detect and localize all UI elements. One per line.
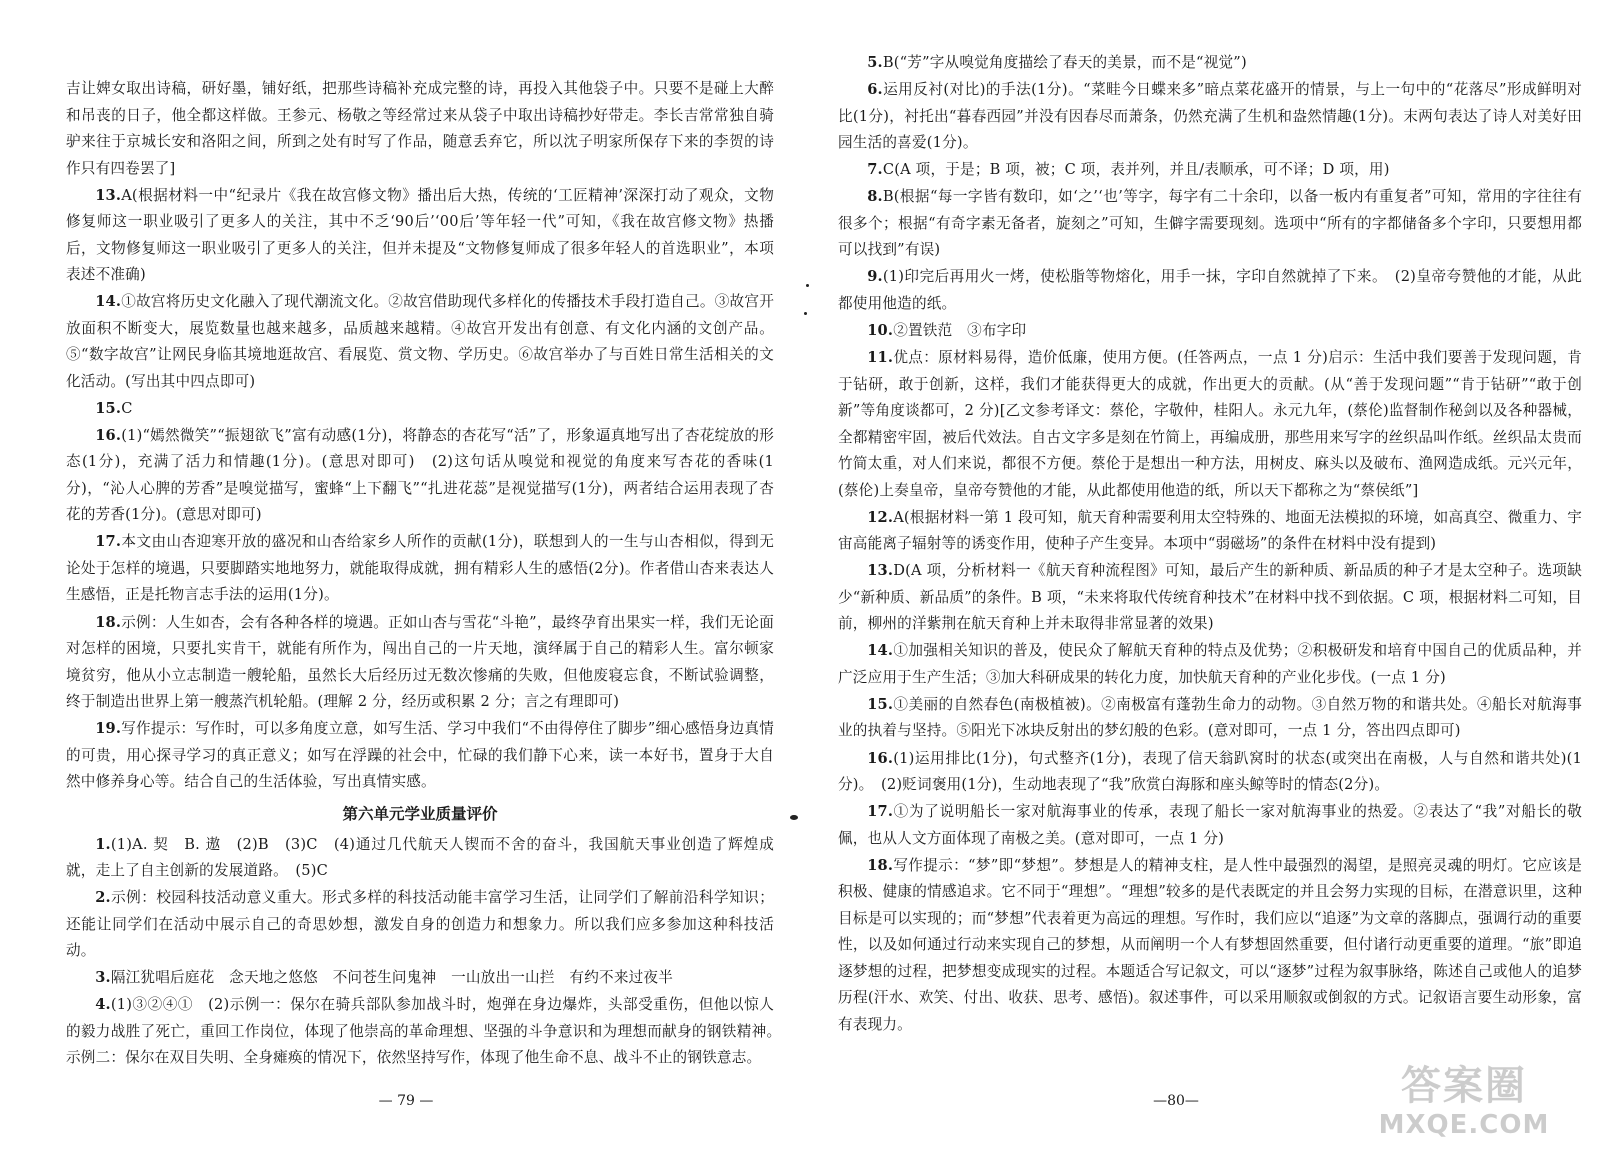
answer-paragraph: [66, 289, 774, 395]
answer-paragraph: [838, 853, 1582, 1039]
question-number: 14.: [867, 642, 894, 660]
question-number: 11.: [867, 349, 894, 367]
answer-text: 吉让婢女取出诗稿，研好墨，铺好纸，把那些诗稿补充成完整的诗，再投入其他袋子中。只要不是碰上大醉和吊丧的日子，他全都这样做。王参元、杨敬之等经常过来从袋子中取出诗稿抄好带走。李长吉常常独自骑驴来往于京城长安和洛阳之间，所到之处有时写了作品，随意丢弃它，所以沈子明家所保存下来的李贺的诗作只有四卷罢了]: [66, 80, 774, 177]
question-number: 7.: [867, 161, 883, 179]
question-number: 17.: [95, 533, 122, 551]
answer-text: ①美丽的自然春色(南极植被)。②南极富有蓬勃生命力的动物。③自然万物的和谐共处。④船长对航海事业的执着与坚持。⑤阳光下冰块反射出的梦幻般的色彩。(意对即可，一点 1 分，答出四点即可): [838, 695, 1582, 740]
answer-paragraph: [838, 318, 1582, 345]
answer-text: B(“芳”字从嗅觉角度描绘了春天的美景，而不是“视觉”): [882, 54, 1247, 71]
watermark-logo: [1364, 1062, 1564, 1148]
answer-paragraph: [838, 50, 1582, 77]
answer-text: 示例：校园科技活动意义重大。形式多样的科技活动能丰富学习生活，让同学们了解前沿科学知识；还能让同学们在活动中展示自己的奇思妙想，激发自身的创造力和想象力。所以我们应多参加这种科技活动。: [66, 889, 774, 960]
scan-speck: [806, 284, 809, 287]
question-number: 9.: [867, 268, 883, 286]
answer-paragraph: [838, 692, 1582, 745]
scan-speck: [804, 312, 807, 315]
right-answers-block: [838, 50, 1582, 1038]
question-number: 16.: [867, 749, 894, 767]
answer-paragraph: [838, 799, 1582, 852]
answer-paragraph: [838, 157, 1582, 184]
answer-text: B(根据“每一字皆有数印，如‘之’‘也’等字，每字有二十余印，以备一板内有重复者”可知，常用的字往往有很多个；根据“有奇字素无备者，旋刻之”可知，生僻字需要现刻。选项中“所有的字都储备多个字印，只要想用都可以找到”有误): [838, 188, 1582, 259]
answer-text: 示例：人生如杏，会有各种各样的境遇。正如山杏与雪花“斗艳”，最终孕育出果实一样，我们无论面对怎样的困境，只要扎实肯干，就能有所作为，闯出自己的一片天地，演绎属于自己的精彩人生。富尔顿家境贫穷，他从小立志制造一艘轮船，虽然长大后经历过无数次惨痛的失败，但他废寝忘食，不断试验调整，终于制造出世界上第一艘蒸汽机轮船。(理解 2 分，经历或积累 2 分；言之有理即可): [66, 613, 774, 711]
answer-text: 优点：原材料易得，造价低廉，使用方便。(任答两点，一点 1 分)启示：生活中我们要善于发现问题，肯于钻研，敢于创新，这样，我们才能获得更大的成就，作出更大的贡献。(从“善于发现问题”“肯于钻研”“敢于创新”等角度谈都可，2 分)[乙文参考译文：蔡伦，字敬仲，桂阳人。永元九年，(蔡伦)监督制作秘剑以及各种器械，全都精密牢固，被后代效法。自古文字多是刻在竹简上，再编成册，那些用来写字的丝织品叫作纸。丝织品太贵而竹简太重，对人们来说，都很不方便。蔡伦于是想出一种方法，用树皮、麻头以及破布、渔网造成纸。元兴元年，(蔡伦)上奏皇帝，皇帝夸赞他的才能，从此都使用他造的纸，所以天下都称之为“蔡侯纸”]: [838, 349, 1582, 499]
scan-speck: [790, 815, 798, 820]
answer-text: 本文由山杏迎寒开放的盛况和山杏给家乡人所作的贡献(1分)，联想到人的一生与山杏相似，得到无论处于怎样的境遇，只要脚踏实地地努力，就能取得成就，拥有精彩人生的感悟(2分)。作者借山杏来表达人生感悟，正是托物言志手法的运用(1分)。: [66, 533, 774, 604]
answer-paragraph: [66, 832, 774, 885]
question-number: 1.: [95, 835, 111, 853]
question-number: 6.: [867, 81, 883, 99]
answer-text: (1)印完后再用火一烤，使松脂等物熔化，用手一抹，字印自然就掉了下来。 (2)皇帝夸赞他的才能，从此都使用他造的纸。: [838, 268, 1582, 312]
answer-text: 隔江犹唱后庭花 念天地之悠悠 不问苍生问鬼神 一山放出一山拦 有约不来过夜半: [110, 969, 673, 987]
answer-text: A(根据材料一中“纪录片《我在故宫修文物》播出后大热，传统的‘工匠精神’深深打动了观众，文物修复师这一职业吸引了更多人的关注，其中不乏‘90后’‘00后’等年轻一代”可知，《我在故宫修文物》热播后，文物修复师这一职业吸引了更多人的关注，但并未提及“文物修复师成了很多年轻人的首选职业”，本项表述不准确): [66, 186, 774, 284]
answer-paragraph: [66, 992, 789, 1072]
answer-paragraph: [838, 184, 1582, 264]
watermark-top: 答案圈: [1401, 1063, 1527, 1109]
question-number: 13.: [95, 186, 122, 204]
question-number: 17.: [867, 803, 894, 821]
answer-paragraph: [838, 638, 1582, 691]
question-number: 4.: [95, 996, 111, 1014]
question-number: 5.: [867, 54, 883, 71]
page-number-right: —80—: [1153, 1093, 1199, 1109]
answer-paragraph: [66, 965, 774, 992]
section-title: 第六单元学业质量评价: [342, 804, 498, 823]
answer-paragraph: [66, 183, 774, 289]
left-answers-block: [66, 76, 774, 796]
question-number: 18.: [867, 856, 894, 874]
answer-text: C(A 项，于是；B 项，被；C 项，表并列，并且/表顺承，可不译；D 项，用): [882, 161, 1390, 179]
answer-text: (1)“嫣然微笑”“振翅欲飞”富有动感(1分)，将静态的杏花写“活”了，形象逼真地写出了杏花绽放的形态(1分)，充满了活力和情趣(1分)。(意思对即可) (2)这句话从嗅觉和视觉的角度来写杏花的香味(1分)，“沁人心脾的芳香”是嗅觉描写，蜜蜂“上下翻飞”“扎进花蕊”是视觉描写(1分)，两者结合运用表现了杏花的芳香(1分)。(意思对即可): [66, 426, 774, 524]
answer-text: C: [121, 399, 133, 417]
answer-paragraph: [66, 423, 774, 529]
question-number: 14.: [95, 293, 122, 311]
answer-text: D(A 项，分析材料一《航天育种流程图》可知，最后产生的新种质、新品质的种子才是太空种子。选项缺少“新种质、新品质”的条件。B 项，“未来将取代传统育种技术”在材料中找不到依据。C 项，根据材料二可知，目前，柳州的洋紫荆在航天育种上并未取得非常显著的效果): [838, 562, 1582, 633]
answer-paragraph: [66, 716, 774, 796]
answer-text: A(根据材料一第 1 段可知，航天育种需要利用太空特殊的、地面无法模拟的环境，如高真空、微重力、宇宙高能离子辐射等的诱变作用，使种子产生变异。本项中“弱磁场”的条件在材料中没有提到): [838, 508, 1582, 553]
question-number: 13.: [867, 562, 894, 580]
answer-paragraph: [838, 264, 1582, 317]
question-number: 19.: [95, 720, 122, 738]
answer-text: 写作提示：“梦”即“梦想”。梦想是人的精神支柱，是人性中最强烈的渴望，是照亮灵魂的明灯。它应该是积极、健康的情感追求。它不同于“理想”。“理想”较多的是代表既定的并且会努力实现的目标，在潜意识里，这种目标是可以实现的；而“梦想”代表着更为高远的理想。写作时，我们应以“追逐”为文章的落脚点，强调行动的重要性，以及如何通过行动来实现自己的梦想，从而阐明一个人有梦想固然重要，但付诸行动更重要的道理。“旅”即追逐梦想的过程，把梦想变成现实的过程。本题适合写记叙文，可以“逐梦”过程为叙事脉络，陈述自己或他人的追梦历程(汗水、欢笑、付出、收获、思考、感悟)。叙述事件，可以采用顺叙或倒叙的方式。记叙语言要生动形象，富有表现力。: [838, 856, 1582, 1033]
left-unit-six-answers: [66, 832, 789, 1072]
answer-text: (1)③②④① (2)示例一：保尔在骑兵部队参加战斗时，炮弹在身边爆炸，头部受重伤，但他以惊人的毅力战胜了死亡，重回工作岗位，体现了他崇高的革命理想、坚强的斗争意识和为理想而献身的钢铁精神。 示例二：保尔在双目失明、全身瘫痪的情况下，依然坚持写作，体现了他生命不息、战斗不止的钢铁意志。: [66, 996, 789, 1067]
answer-text: 写作提示：写作时，可以多角度立意，如写生活、学习中我们“不由得停住了脚步”细心感悟身边真情的可贵，用心探寻学习的真正意义；如写在浮躁的社会中，忙碌的我们静下心来，读一本好书，置身于大自然中修养身心等。结合自己的生活体验，写出真情实感。: [66, 720, 774, 791]
answer-paragraph: [838, 77, 1582, 157]
answer-text: ①加强相关知识的普及，使民众了解航天育种的特点及优势；②积极研发和培育中国自己的优质品种，并广泛应用于生产生活；③加大科研成果的转化力度，加快航天育种的产业化步伐。(一点 1 分): [838, 642, 1582, 686]
answer-paragraph: [838, 505, 1582, 558]
right-page: [800, 0, 1600, 1154]
answer-paragraph: [66, 396, 774, 423]
answer-text: (1)A. 契 B. 遨 (2)B (3)C (4)通过几代航天人锲而不舍的奋斗，我国航天事业创造了辉煌成就，走上了自主创新的发展道路。 (5)C: [66, 835, 774, 880]
answer-text: ①为了说明船长一家对航海事业的传承，表现了船长一家对航海事业的热爱。②表达了“我”对船长的敬佩，也从人文方面体现了南极之美。(意对即可，一点 1 分): [838, 803, 1582, 847]
question-number: 15.: [95, 399, 122, 417]
question-number: 2.: [95, 889, 111, 907]
answer-text: ②置铁范 ③布字印: [893, 321, 1027, 339]
question-number: 3.: [95, 969, 111, 987]
question-number: 10.: [867, 321, 894, 339]
answer-paragraph: [838, 558, 1582, 638]
answer-text: (1)运用排比(1分)，句式整齐(1分)，表现了信天翁趴窝时的状态(或突出在南极，人与自然和谐共处)(1分)。 (2)贬词褒用(1分)，生动地表现了“我”欣赏白海豚和座头鲸等时的情态(2分)。: [838, 749, 1582, 794]
answer-paragraph: [66, 885, 774, 965]
answer-text: 运用反衬(对比)的手法(1分)。“菜畦今日蝶来多”暗点菜花盛开的情景，与上一句中的“花落尽”形成鲜明对比(1分)，衬托出“暮春西园”并没有因春尽而萧条，仍然充满了生机和盎然情趣(1分)。末两句表达了诗人对美好田园生活的喜爱(1分)。: [838, 81, 1582, 152]
question-number: 16.: [95, 426, 122, 444]
answer-paragraph: [838, 345, 1582, 504]
question-number: 12.: [867, 508, 894, 526]
page-number-left: — 79 —: [378, 1093, 434, 1109]
question-number: 15.: [867, 695, 894, 713]
watermark-bottom: MXQE.COM: [1378, 1110, 1550, 1140]
answer-text: ①故宫将历史文化融入了现代潮流文化。②故宫借助现代多样化的传播技术手段打造自己。③故宫开放面积不断变大，展览数量也越来越多，品质越来越精。④故宫开发出有创意、有文化内涵的文创产品。⑤“数字故宫”让网民身临其境地逛故宫、看展览、赏文物、学历史。⑥故宫举办了与百姓日常生活相关的文化活动。(写出其中四点即可): [66, 293, 774, 390]
answer-paragraph: [838, 746, 1582, 799]
answer-paragraph: [66, 529, 774, 609]
question-number: 8.: [867, 188, 883, 206]
question-number: 18.: [95, 613, 122, 631]
answer-paragraph: [66, 610, 774, 716]
answer-paragraph: [66, 76, 774, 182]
